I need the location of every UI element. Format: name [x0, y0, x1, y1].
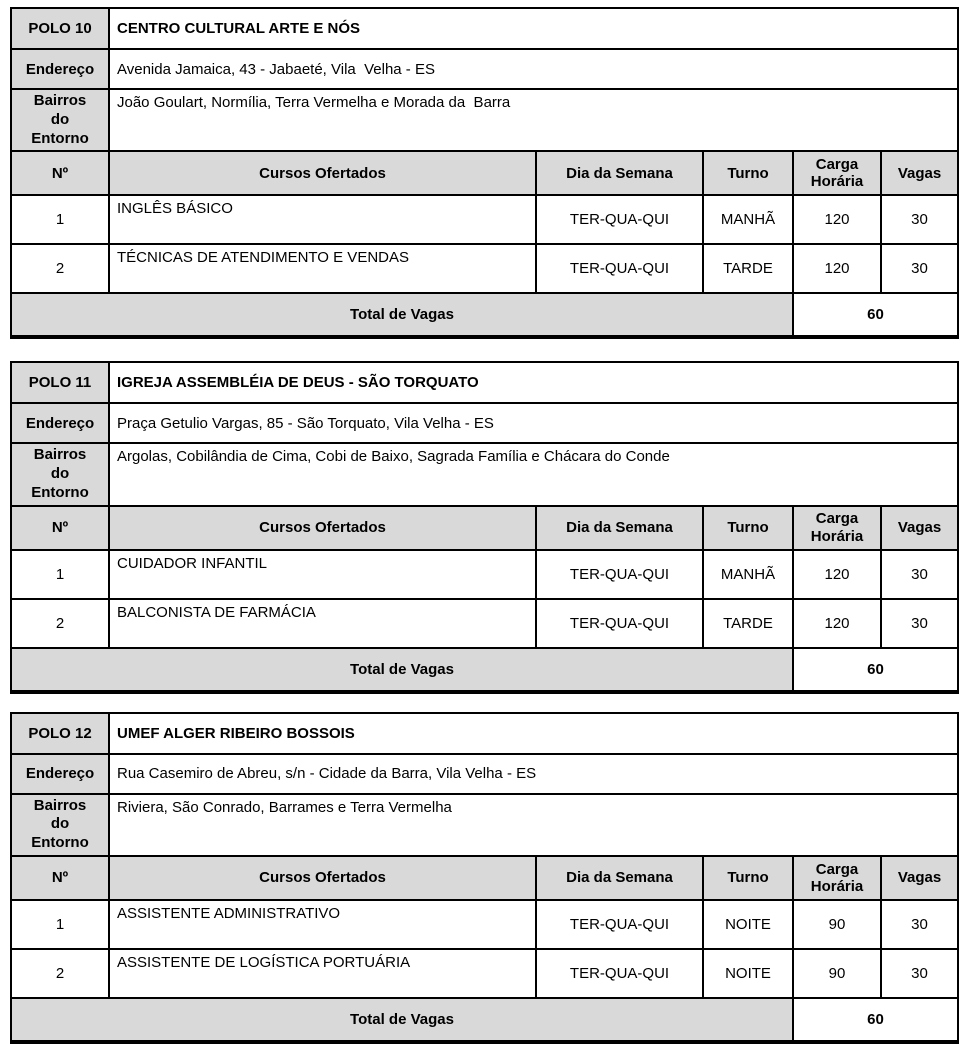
course-number: 2 [11, 244, 109, 293]
polo-12-table [10, 712, 959, 1044]
course-hours: 90 [793, 900, 881, 949]
course-seats: 30 [881, 900, 958, 949]
col-header-cursos: Cursos Ofertados [109, 151, 536, 195]
course-row [11, 900, 958, 949]
total-row [11, 998, 958, 1042]
neighborhoods-value: Argolas, Cobilândia de Cima, Cobi de Baixo, Sagrada Família e Chácara do Conde [109, 443, 958, 505]
course-number: 1 [11, 195, 109, 244]
polo-id-cell: POLO 11 [11, 362, 109, 403]
neighborhoods-value: João Goulart, Normília, Terra Vermelha e Morada da Barra [109, 89, 958, 151]
total-value: 60 [793, 998, 958, 1042]
course-days: TER-QUA-QUI [536, 550, 703, 599]
course-name: CUIDADOR INFANTIL [109, 550, 536, 599]
col-header-vagas: Vagas [881, 856, 958, 900]
total-row [11, 293, 958, 337]
course-seats: 30 [881, 550, 958, 599]
total-label: Total de Vagas [11, 648, 793, 692]
col-header-turno: Turno [703, 856, 793, 900]
course-seats: 30 [881, 599, 958, 648]
address-value: Avenida Jamaica, 43 - Jabaeté, Vila Velha - ES [109, 49, 958, 89]
course-name: ASSISTENTE DE LOGÍSTICA PORTUÁRIA [109, 949, 536, 998]
col-header-vagas: Vagas [881, 506, 958, 550]
course-name: ASSISTENTE ADMINISTRATIVO [109, 900, 536, 949]
neighborhoods-label: Bairros do Entorno [11, 89, 109, 151]
course-number: 2 [11, 599, 109, 648]
course-row [11, 550, 958, 599]
course-shift: NOITE [703, 900, 793, 949]
polo-10-table [10, 7, 959, 339]
columns-header-row [11, 856, 958, 900]
course-seats: 30 [881, 244, 958, 293]
polo-id-cell: POLO 12 [11, 713, 109, 754]
col-header-carga: Carga Horária [793, 506, 881, 550]
course-shift: NOITE [703, 949, 793, 998]
course-hours: 90 [793, 949, 881, 998]
course-seats: 30 [881, 949, 958, 998]
neighborhoods-label: Bairros do Entorno [11, 443, 109, 505]
course-row [11, 195, 958, 244]
neighborhoods-row [11, 443, 958, 505]
address-row [11, 754, 958, 794]
col-header-turno: Turno [703, 506, 793, 550]
polo-id-cell: POLO 10 [11, 8, 109, 49]
col-header-numero: Nº [11, 506, 109, 550]
columns-header-row [11, 506, 958, 550]
course-number: 2 [11, 949, 109, 998]
total-label: Total de Vagas [11, 293, 793, 337]
course-days: TER-QUA-QUI [536, 195, 703, 244]
address-value: Rua Casemiro de Abreu, s/n - Cidade da Barra, Vila Velha - ES [109, 754, 958, 794]
col-header-dia: Dia da Semana [536, 506, 703, 550]
col-header-carga: Carga Horária [793, 856, 881, 900]
col-header-numero: Nº [11, 151, 109, 195]
col-header-carga: Carga Horária [793, 151, 881, 195]
columns-header-row [11, 151, 958, 195]
address-value: Praça Getulio Vargas, 85 - São Torquato, Vila Velha - ES [109, 403, 958, 443]
polo-name-cell: UMEF ALGER RIBEIRO BOSSOIS [109, 713, 958, 754]
course-hours: 120 [793, 195, 881, 244]
course-name: BALCONISTA DE FARMÁCIA [109, 599, 536, 648]
col-header-vagas: Vagas [881, 151, 958, 195]
total-value: 60 [793, 293, 958, 337]
polo-title-row [11, 8, 958, 49]
polo-title-row [11, 713, 958, 754]
address-label: Endereço [11, 49, 109, 89]
address-label: Endereço [11, 754, 109, 794]
course-row [11, 949, 958, 998]
course-hours: 120 [793, 599, 881, 648]
neighborhoods-row [11, 794, 958, 856]
course-days: TER-QUA-QUI [536, 900, 703, 949]
course-days: TER-QUA-QUI [536, 244, 703, 293]
total-row [11, 648, 958, 692]
course-days: TER-QUA-QUI [536, 599, 703, 648]
col-header-cursos: Cursos Ofertados [109, 506, 536, 550]
course-hours: 120 [793, 244, 881, 293]
address-label: Endereço [11, 403, 109, 443]
course-number: 1 [11, 550, 109, 599]
course-shift: MANHÃ [703, 550, 793, 599]
polo-name-cell: IGREJA ASSEMBLÉIA DE DEUS - SÃO TORQUATO [109, 362, 958, 403]
course-number: 1 [11, 900, 109, 949]
total-label: Total de Vagas [11, 998, 793, 1042]
course-row [11, 244, 958, 293]
course-shift: MANHÃ [703, 195, 793, 244]
col-header-dia: Dia da Semana [536, 151, 703, 195]
address-row [11, 403, 958, 443]
course-days: TER-QUA-QUI [536, 949, 703, 998]
course-name: INGLÊS BÁSICO [109, 195, 536, 244]
col-header-numero: Nº [11, 856, 109, 900]
polo-name-cell: CENTRO CULTURAL ARTE E NÓS [109, 8, 958, 49]
neighborhoods-label: Bairros do Entorno [11, 794, 109, 856]
course-row [11, 599, 958, 648]
neighborhoods-value: Riviera, São Conrado, Barrames e Terra Vermelha [109, 794, 958, 856]
course-shift: TARDE [703, 244, 793, 293]
course-name: TÉCNICAS DE ATENDIMENTO E VENDAS [109, 244, 536, 293]
polo-title-row [11, 362, 958, 403]
total-value: 60 [793, 648, 958, 692]
course-seats: 30 [881, 195, 958, 244]
col-header-turno: Turno [703, 151, 793, 195]
neighborhoods-row [11, 89, 958, 151]
polo-11-table [10, 361, 959, 693]
course-hours: 120 [793, 550, 881, 599]
col-header-cursos: Cursos Ofertados [109, 856, 536, 900]
address-row [11, 49, 958, 89]
course-shift: TARDE [703, 599, 793, 648]
col-header-dia: Dia da Semana [536, 856, 703, 900]
